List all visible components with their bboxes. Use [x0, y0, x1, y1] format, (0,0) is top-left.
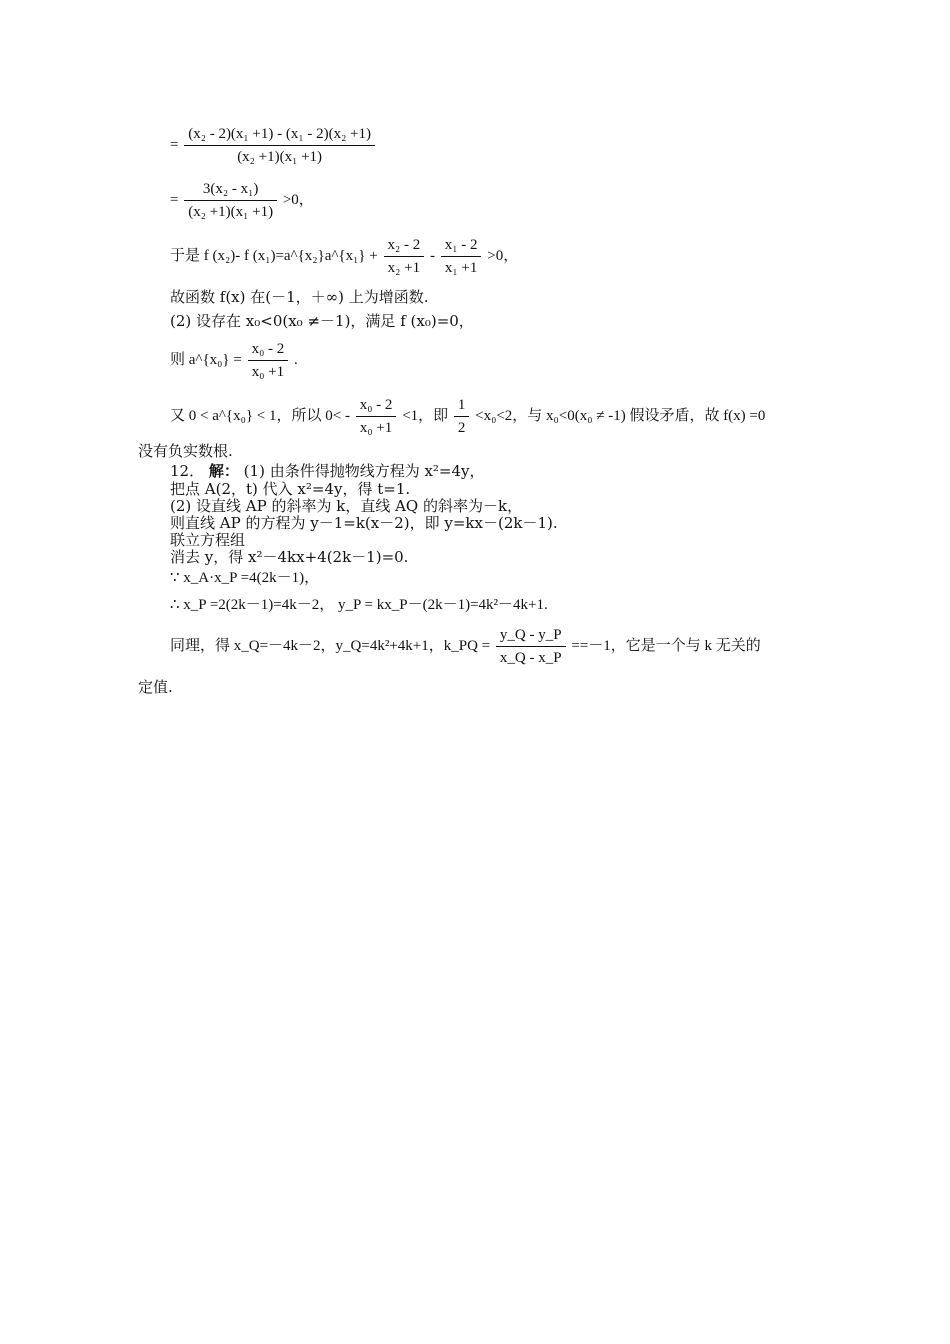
text-line-14: 消去 y，得 x²－4kx+4(2k－1)=0.	[170, 548, 409, 566]
equation-line-1	[170, 125, 377, 166]
line3-fraction-a-numerator: x₂ - 2	[384, 236, 425, 257]
text-line-5: (2) 设存在 x₀<0(x₀ ≠－1)，满足 f (x₀)=0，	[170, 312, 474, 330]
line3-fraction-b	[441, 236, 482, 277]
line7-fraction-half-denominator: 2	[457, 420, 466, 436]
fraction-1	[184, 125, 375, 166]
line6-expression: a^{x₀} =	[188, 351, 242, 368]
text-line-16: ∴ x_P =2(2k－1)=4k－2， y_P = kx_P－(2k－1)=4k²－4k+1.	[170, 597, 548, 613]
line3-fraction-a-denominator: x₂ +1	[387, 260, 421, 276]
text-line-12: 则直线 AP 的方程为 y－1=k(x－2)，即 y=kx－(2k－1).	[170, 514, 558, 532]
equation-line-17	[170, 626, 761, 667]
fraction-1-denominator: (x₂ +1)(x₁ +1)	[237, 149, 323, 165]
line6-fraction	[248, 340, 289, 381]
fraction-2-tail: >0，	[282, 191, 314, 208]
text-line-8: 没有负实数根.	[138, 442, 233, 460]
line7-fraction-numerator: x₀ - 2	[356, 396, 397, 417]
line7-fraction	[356, 396, 397, 437]
line3-fraction-b-numerator: x₁ - 2	[441, 236, 482, 257]
text-line-15: ∵ x_A·x_P =4(2k－1)，	[170, 570, 320, 586]
text-line-18: 定值.	[138, 678, 173, 696]
line7-fraction-half-numerator: 1	[454, 396, 470, 417]
line6-fraction-denominator: x₀ +1	[251, 364, 285, 380]
text-line-13: 联立方程组	[170, 531, 246, 549]
fraction-1-numerator: (x₂ - 2)(x₁ +1) - (x₁ - 2)(x₂ +1)	[184, 125, 375, 146]
line6-prefix: 则	[170, 351, 186, 368]
line6-fraction-numerator: x₀ - 2	[248, 340, 289, 361]
line3-prefix: 于是	[170, 247, 201, 264]
line3-fraction-a	[384, 236, 425, 277]
equation-line-6	[170, 340, 298, 381]
fraction-2	[184, 180, 277, 221]
problem-number: 12．	[170, 462, 205, 480]
line17-part-b: ==－1，它是一个与 k 无关的	[571, 637, 761, 654]
line3-minus: -	[430, 247, 435, 264]
line6-tail: .	[294, 351, 298, 368]
equals-sign: =	[170, 136, 179, 153]
line3-fraction-b-denominator: x₁ +1	[444, 260, 478, 276]
line3-tail: >0，	[487, 247, 519, 264]
line17-fraction-denominator: x_Q - x_P	[499, 650, 562, 666]
equals-sign: =	[170, 191, 179, 208]
equation-line-3	[170, 236, 518, 277]
text-line-4: 故函数 f(x) 在(－1，＋∞) 上为增函数.	[170, 288, 429, 306]
line7-fraction-denominator: x₀ +1	[359, 420, 393, 436]
line7-part-a: 又 0 < a^{x₀} < 1，所以 0< -	[170, 407, 350, 424]
line17-fraction-numerator: y_Q - y_P	[496, 626, 566, 647]
fraction-2-denominator: (x₂ +1)(x₁ +1)	[188, 204, 274, 220]
line7-fraction-half	[454, 396, 470, 437]
line9-rest: (1) 由条件得抛物线方程为 x²=4y，	[243, 462, 485, 480]
equation-line-2	[170, 180, 314, 221]
text-line-11: (2) 设直线 AP 的斜率为 k，直线 AQ 的斜率为－k，	[170, 497, 523, 515]
line17-fraction	[496, 626, 566, 667]
text-line-9	[170, 462, 485, 480]
text-line-10: 把点 A(2，t) 代入 x²=4y，得 t=1.	[170, 480, 411, 498]
solution-label: 解：	[208, 462, 239, 480]
fraction-2-numerator: 3(x₂ - x₁)	[184, 180, 277, 201]
equation-line-7	[170, 396, 765, 437]
line7-part-b: <1，即	[402, 407, 449, 424]
line3-expression: f (x₂)- f (x₁)=a^{x₂}a^{x₁} +	[203, 247, 378, 264]
line7-part-c: <x₀<2，与 x₀<0(x₀ ≠ -1) 假设矛盾，故 f(x) =0	[475, 407, 766, 424]
line17-part-a: 同理，得 x_Q=－4k－2，y_Q=4k²+4k+1，k_PQ =	[170, 637, 491, 654]
